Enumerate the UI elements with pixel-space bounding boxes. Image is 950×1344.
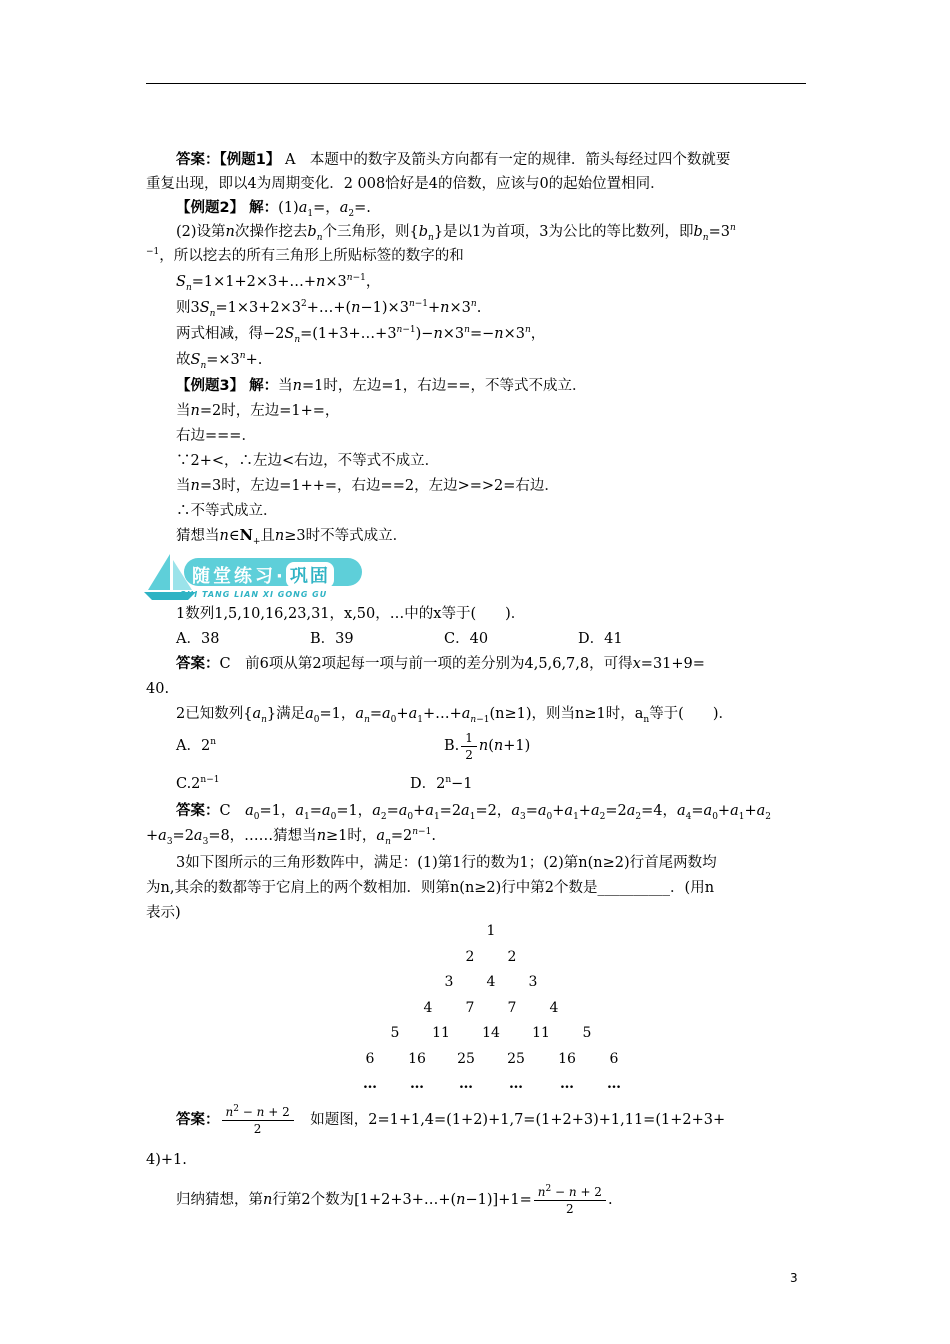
example1-answer-cont: 重复出现，即以4为周期变化．2 008恰好是4的倍数，应该与0的起始位置相同． <box>146 176 665 192</box>
q2-stem: 2已知数列$\{a_n\}$满足$a_0=1$，$a_n=a_0+a_1+\dots+a_{n-1}(n\ge 1)$，则当n≥1时，$a_n$等于( )． <box>176 706 734 725</box>
q1-option-b: B．39 <box>310 631 354 647</box>
triangle-cell: 25 <box>457 1050 475 1067</box>
example2-part2-cont: $^{-1}$，所以挖去的所有三角形上所贴标签的数字的和 <box>146 247 464 264</box>
triangle-cell: 7 <box>465 999 475 1016</box>
triangle-cell: 6 <box>365 1050 375 1067</box>
triangle-cell: … <box>363 1076 377 1092</box>
q2-option-a: A．2$^n$ <box>176 737 216 754</box>
q3-stem-1: 3如下图所示的三角形数阵中，满足：(1)第1行的数为1；(2)第n(n≥2)行首尾两数均 <box>176 855 717 871</box>
triangle-cell: … <box>607 1076 621 1092</box>
triangle-cell: 14 <box>482 1025 500 1041</box>
triangle-cell: 11 <box>532 1025 550 1041</box>
example2-part2: (2)设第n次操作挖去$b_n$个三角形，则$\{b_n\}$是以1为首项，3为公比的等比数列，即$b_n=3^n$ <box>176 223 736 243</box>
example3-conclusion: ∴不等式成立． <box>176 503 278 519</box>
example2-part1: 【例题2】 解：$(1)a_1=$，$a_2=$. <box>176 200 371 219</box>
example2-result: 故$S_n=\times 3^n+$. <box>176 351 263 371</box>
example2-subtract: 两式相减，得$-2S_n=(1+3+\dots+3^{n-1})-n\times 3^n=-n\times 3^n$， <box>176 325 546 345</box>
example3-n2-left: 当n=2时，左边=1+=， <box>176 403 340 419</box>
triangle-cell: 16 <box>558 1050 576 1067</box>
q1-option-d: D．41 <box>578 631 623 647</box>
q3-stem-3: 表示) <box>146 905 181 921</box>
triangle-cell: 4 <box>549 999 559 1016</box>
page-number: 3 <box>790 1271 798 1285</box>
triangle-cell: 7 <box>507 999 517 1016</box>
triangle-cell: 5 <box>582 1025 592 1041</box>
q3-stem-2: 为n,其余的数都等于它肩上的两个数相加．则第n(n≥2)行中第2个数是__________．(用n <box>146 880 715 896</box>
triangle-cell: 1 <box>486 923 496 939</box>
triangle-cell: … <box>459 1076 473 1092</box>
banner-subtitle: SUI TANG LIAN XI GONG GU <box>180 590 328 599</box>
example3-n2-compare: ∵2+<，∴左边<右边，不等式不成立． <box>176 453 440 469</box>
triangle-cell: 16 <box>408 1050 426 1067</box>
example2-sum: $S_n=1\times 1+2\times 3+\dots+n\times 3^{n-1}$， <box>176 273 381 293</box>
triangle-cell: 2 <box>465 948 475 965</box>
q3-induction: 归纳猜想，第n行第2个数为[1+2+3+…+(n−1)]+1= $\frac{n^2 - n + 2}{2}$ . <box>176 1183 613 1216</box>
triangle-cell: … <box>509 1076 523 1092</box>
triangle-cell: 25 <box>507 1050 525 1067</box>
q2-option-c: $C.2^{n-1}$ <box>176 775 220 792</box>
triangle-cell: 3 <box>444 974 454 990</box>
q1-answer-cont: 40. <box>146 681 170 697</box>
example2-triple: 则$3S_n=1\times 3+2\times 3^2+\dots+(n-1)\times 3^{n-1}+n\times 3^n$. <box>176 299 482 319</box>
triangle-cell: 4 <box>486 974 496 990</box>
example3-n3: 当n=3时，左边=1++=，右边==2，左边>=>2=右边． <box>176 478 559 494</box>
banner-title: 随堂练习· 巩固 <box>192 562 334 588</box>
triangle-cell: 6 <box>609 1050 619 1067</box>
example3-n1: 【例题3】 解：当n=1时，左边=1，右边==，不等式不成立． <box>176 378 587 394</box>
q2-answer: 答案：C $a_0=1$，$a_1=a_0=1$，$a_2=a_0+a_1=2a_1=2$，$a_3=a_0+a_1+a_2=2a_2=4$，$a_4=a_0+a_1+a_2$ <box>176 803 772 822</box>
example1-answer: 答案：【例题1】 A 本题中的数字及箭头方向都有一定的规律．箭头每经过四个数就要 <box>176 152 731 168</box>
triangle-cell: 3 <box>528 974 538 990</box>
q1-answer: 答案：C 前6项从第2项起每一项与前一项的差分别为4,5,6,7,8，可得x=31+9= <box>176 656 705 672</box>
triangle-cell: 11 <box>432 1025 450 1041</box>
header-rule <box>146 83 806 84</box>
q3-answer: 答案： $\frac{n^2 - n + 2}{2}$ 如题图，2=1+1,4=(1+2)+1,7=(1+2+3)+1,11=(1+2+3+ <box>176 1103 726 1136</box>
triangle-cell: 5 <box>390 1025 400 1041</box>
q1-option-a: A．38 <box>176 631 220 647</box>
practice-banner <box>140 548 370 608</box>
q2-option-d: D．$2^n-1$ <box>410 775 473 792</box>
q3-answer-cont: 4)+1. <box>146 1152 187 1168</box>
q2-option-b: B. $\frac{1}{2}$ n(n+1) <box>444 730 531 762</box>
triangle-cell: 2 <box>507 948 517 965</box>
triangle-cell: … <box>410 1076 424 1092</box>
triangle-cell: … <box>560 1076 574 1092</box>
example3-conjecture: 猜想当$n\in N_+$且n≥3时不等式成立． <box>176 527 408 547</box>
q1-stem: 1数列1,5,10,16,23,31，x,50，…中的x等于( )． <box>176 606 526 622</box>
q2-answer-cont: $+a_3=2a_3=8$，……猜想当n≥1时，$a_n=2^{n-1}$. <box>146 827 436 847</box>
example3-n2-right: 右边===． <box>176 428 256 444</box>
triangle-cell: 4 <box>423 999 433 1016</box>
q1-option-c: C．40 <box>444 631 489 647</box>
